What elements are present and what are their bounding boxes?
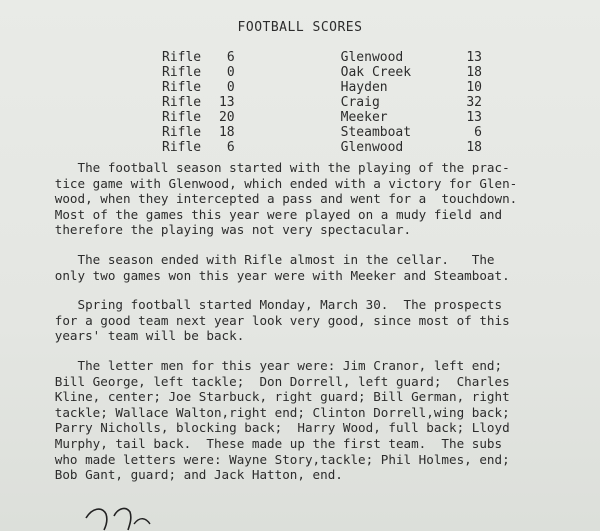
score-row [162, 110, 482, 125]
opponent-name: Oak Creek [340, 65, 412, 80]
opponent-score: 13 [466, 50, 482, 65]
text-line: Bill George, left tackle; Don Dorrell, left guard; Charles [32, 373, 510, 389]
paragraph [32, 297, 572, 344]
paragraph [32, 160, 572, 238]
opponent-name: Glenwood [340, 140, 404, 155]
text-line: The letter men for this year were: Jim Cranor, left end; [32, 357, 503, 373]
text-line: Kline, center; Joe Starbuck, right guard; Bill German, right [32, 389, 510, 405]
team-name: Rifle [162, 50, 202, 65]
text-line: The season ended with Rifle almost in the cellar. The [32, 251, 495, 267]
team-name: Rifle [162, 140, 202, 155]
team-score: 13 [218, 95, 235, 110]
team-score: 6 [226, 140, 235, 155]
paragraph [32, 252, 572, 283]
opponent-score: 6 [474, 125, 482, 140]
score-row [162, 65, 482, 80]
text-line: who made letters were: Wayne Story,tackle; Phil Holmes, end; [32, 451, 510, 467]
text-line: Bob Gant, guard; and Jack Hatton, end. [32, 467, 343, 483]
score-row [162, 80, 482, 95]
text-line: only two games won this year were with Meeker and Steamboat. [32, 267, 510, 283]
opponent-name: Craig [340, 95, 380, 110]
text-line: Parry Nicholls, blocking back; Harry Wood, full back; Lloyd [32, 420, 510, 436]
text-line: Most of the games this year were played on a mudy field and [32, 206, 503, 222]
opponent-score: 18 [466, 140, 482, 155]
text-line: The football season started with the playing of the prac- [32, 160, 510, 175]
score-row [162, 50, 482, 65]
score-row [162, 140, 482, 155]
team-score: 0 [226, 80, 235, 95]
opponent-name: Glenwood [340, 50, 404, 65]
opponent-score: 32 [466, 95, 482, 110]
text-line: for a good team next year look very good, since most of this [32, 312, 510, 328]
team-name: Rifle [162, 95, 202, 110]
opponent-score: 13 [466, 110, 482, 125]
text-line: therefore the playing was not very spectacular. [32, 222, 412, 238]
opponent-name: Hayden [340, 80, 388, 95]
team-name: Rifle [162, 125, 202, 140]
text-line: Murphy, tail back. These made up the first team. The subs [32, 435, 503, 451]
handwriting-mark [84, 500, 154, 531]
text-line: wood, when they intercepted a pass and went for a touchdown. [32, 191, 518, 207]
opponent-name: Meeker [340, 110, 388, 125]
opponent-name: Steamboat [340, 125, 412, 140]
text-line: Spring football started Monday, March 30. The prospects [32, 297, 503, 313]
text-line: tice game with Glenwood, which ended with a victory for Glen- [32, 175, 518, 191]
team-name: Rifle [162, 110, 202, 125]
team-score: 20 [218, 110, 235, 125]
text-line: years' team will be back. [32, 328, 245, 344]
team-name: Rifle [162, 80, 202, 95]
team-score: 0 [226, 65, 235, 80]
opponent-score: 10 [466, 80, 482, 95]
scores-table [162, 50, 482, 155]
team-score: 6 [226, 50, 235, 65]
text-line: tackle; Wallace Walton,right end; Clinton Dorrell,wing back; [32, 404, 510, 420]
team-score: 18 [218, 125, 235, 140]
article-body [32, 160, 572, 497]
score-row [162, 95, 482, 110]
score-row [162, 125, 482, 140]
team-name: Rifle [162, 65, 202, 80]
paragraph [32, 358, 572, 483]
page-title: FOOTBALL SCORES [237, 20, 363, 35]
opponent-score: 18 [466, 65, 482, 80]
